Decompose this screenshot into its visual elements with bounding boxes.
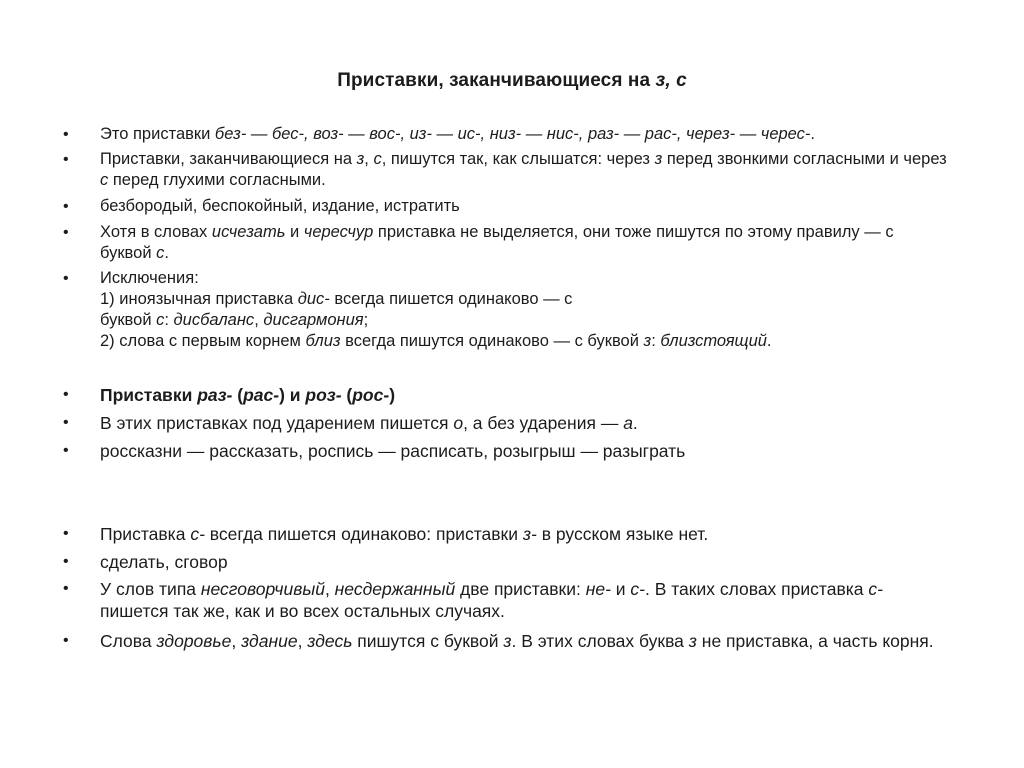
text: пишется так же, как и во всех остальных случаях. bbox=[100, 601, 505, 621]
italic-text: з- bbox=[522, 524, 537, 544]
title-text: Приставки, заканчивающиеся на bbox=[337, 70, 656, 91]
text: Исключения: bbox=[100, 269, 199, 287]
text: всегда пишутся одинаково — с буквой bbox=[340, 332, 644, 350]
text: Приставка bbox=[100, 524, 191, 544]
text: приставка не выделяется, они тоже пишутся по этому правилу — с буквой bbox=[100, 223, 894, 262]
text: , bbox=[231, 631, 242, 651]
italic-text: с- bbox=[868, 579, 883, 599]
bold-heading bbox=[100, 385, 395, 405]
text: : bbox=[164, 311, 174, 329]
bullet-root-z bbox=[63, 630, 950, 652]
title-italic: з, с bbox=[655, 70, 687, 91]
bullet-examples-1 bbox=[63, 196, 960, 217]
italic-text: с bbox=[156, 311, 165, 329]
italic-text: рос- bbox=[352, 385, 390, 405]
text: Хотя в словах bbox=[100, 223, 212, 241]
italic-text: с bbox=[156, 244, 165, 262]
bullet-marker: • bbox=[63, 198, 69, 215]
text: и bbox=[285, 223, 304, 241]
italic-text: з bbox=[356, 150, 365, 168]
text: и bbox=[610, 579, 631, 599]
italic-text: близ bbox=[305, 332, 341, 350]
italic-text: дисгармония bbox=[263, 311, 364, 329]
bullet-prefix-pairs bbox=[63, 124, 960, 145]
italic-text: з bbox=[688, 631, 697, 651]
text: . bbox=[810, 125, 815, 143]
italic-text: з bbox=[503, 631, 512, 651]
bullet-marker: • bbox=[63, 632, 69, 649]
italic-text: дисбаланс bbox=[173, 311, 255, 329]
text: две приставки: bbox=[455, 579, 586, 599]
text: перед глухими согласными. bbox=[108, 171, 326, 189]
text: У слов типа bbox=[100, 579, 201, 599]
text: всегда пишется одинаково — с bbox=[329, 290, 573, 308]
text: ) и bbox=[279, 385, 306, 405]
italic-text: с bbox=[373, 150, 382, 168]
text: ( bbox=[232, 385, 244, 405]
text: ( bbox=[341, 385, 353, 405]
bullet-examples-2 bbox=[63, 440, 960, 462]
italic-text: чересчур bbox=[303, 223, 374, 241]
text: , bbox=[297, 631, 308, 651]
text: . В этих словах буква bbox=[511, 631, 689, 651]
text: , bbox=[324, 579, 335, 599]
bullet-marker: • bbox=[63, 414, 69, 431]
bullet-examples-3 bbox=[63, 551, 960, 573]
italic-text: о bbox=[453, 413, 464, 433]
text: Слова bbox=[100, 631, 157, 651]
text: В этих приставках под ударением пишется bbox=[100, 413, 454, 433]
text: . В таких словах приставка bbox=[644, 579, 869, 599]
bullet-exceptions-note bbox=[63, 222, 930, 264]
italic-text: несдержанный bbox=[334, 579, 456, 599]
italic-text: с bbox=[100, 171, 109, 189]
text: безбородый, беспокойный, издание, истратить bbox=[100, 197, 460, 215]
italic-text: с- bbox=[190, 524, 205, 544]
text: всегда пишется одинаково: приставки bbox=[204, 524, 523, 544]
text: 1) иноязычная приставка bbox=[100, 290, 298, 308]
italic-text: без- — бес-, воз- — вос-, из- — ис-, низ- — нис-, раз- — рас-, через- — черес- bbox=[214, 125, 811, 143]
italic-text: не- bbox=[585, 579, 611, 599]
bullet-marker: • bbox=[63, 224, 69, 241]
italic-text: рас- bbox=[243, 385, 280, 405]
text: : bbox=[651, 332, 661, 350]
bullet-marker: • bbox=[63, 525, 69, 542]
text: не приставка, а часть корня. bbox=[696, 631, 934, 651]
text: ) bbox=[389, 385, 396, 405]
text: Приставки, заканчивающиеся на bbox=[100, 150, 357, 168]
bullet-exceptions bbox=[63, 268, 960, 352]
italic-text: раз- bbox=[197, 385, 233, 405]
text: сделать, сговор bbox=[100, 552, 228, 572]
text: 2) слова с первым корнем bbox=[100, 332, 306, 350]
italic-text: дис- bbox=[297, 290, 330, 308]
text: буквой bbox=[100, 311, 157, 329]
italic-text: здесь bbox=[307, 631, 353, 651]
bullet-marker: • bbox=[63, 386, 69, 403]
slide-title bbox=[0, 70, 1024, 92]
italic-text: здание bbox=[241, 631, 298, 651]
italic-text: близстоящий bbox=[660, 332, 767, 350]
italic-text: з bbox=[654, 150, 663, 168]
italic-text: з bbox=[643, 332, 652, 350]
bullet-stress-rule bbox=[63, 412, 960, 434]
italic-text: роз- bbox=[305, 385, 342, 405]
bullet-marker: • bbox=[63, 580, 69, 597]
text: перед звонкими согласными и через bbox=[662, 150, 947, 168]
italic-text: а bbox=[623, 413, 633, 433]
bullet-marker: • bbox=[63, 270, 69, 287]
text: . bbox=[164, 244, 169, 262]
text: россказни — рассказать, роспись — расписать, розыгрыш — разыграть bbox=[100, 441, 686, 461]
text: , bbox=[364, 150, 374, 168]
bullet-two-prefixes bbox=[63, 578, 900, 622]
bullet-marker: • bbox=[63, 151, 69, 168]
bullet-marker: • bbox=[63, 126, 69, 143]
text: ; bbox=[363, 311, 369, 329]
bullet-raz-heading bbox=[63, 384, 960, 406]
text: Это приставки bbox=[100, 125, 215, 143]
italic-text: здоровье bbox=[156, 631, 232, 651]
text: , bbox=[254, 311, 264, 329]
text: , пишутся так, как слышатся: через bbox=[381, 150, 655, 168]
text: , а без ударения — bbox=[463, 413, 624, 433]
bullet-prefix-s bbox=[63, 523, 960, 545]
text: пишутся с буквой bbox=[352, 631, 504, 651]
text: Приставки bbox=[100, 385, 198, 405]
text: в русском языке нет. bbox=[536, 524, 709, 544]
bullet-marker: • bbox=[63, 553, 69, 570]
italic-text: с- bbox=[630, 579, 645, 599]
bullet-marker: • bbox=[63, 442, 69, 459]
bullet-rule bbox=[63, 149, 950, 191]
italic-text: несговорчивый bbox=[200, 579, 325, 599]
italic-text: исчезать bbox=[211, 223, 286, 241]
text: . bbox=[632, 413, 638, 433]
text: . bbox=[766, 332, 772, 350]
